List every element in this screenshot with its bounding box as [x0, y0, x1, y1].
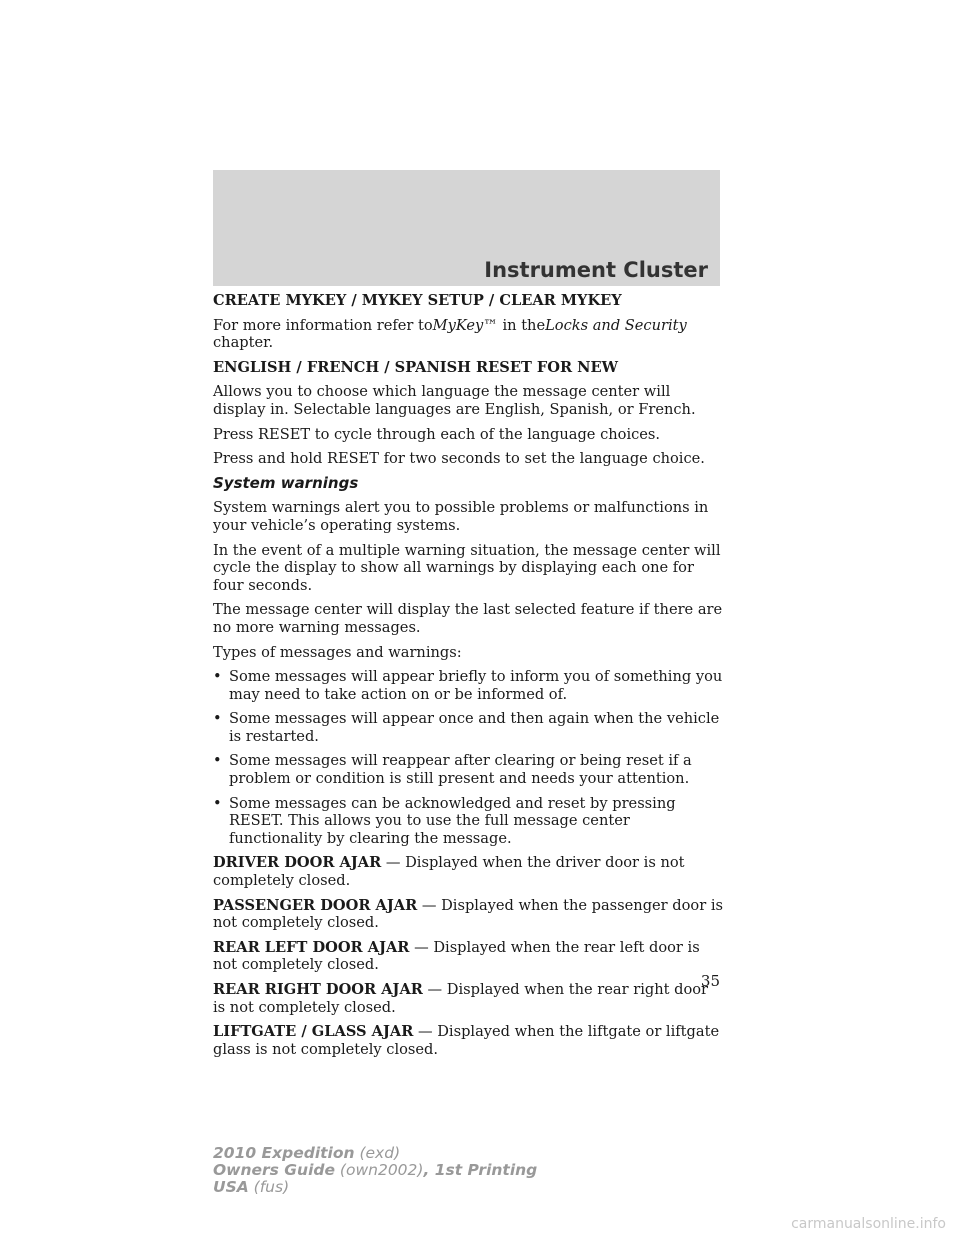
warnings-paragraph-3: The message center will display the last selected feature if there are no more warning messages.: [213, 601, 723, 636]
footer-line-3: [213, 1179, 537, 1196]
bullet-mark: •: [213, 794, 222, 812]
footer-market-code: (fus): [248, 1178, 290, 1196]
definition-driver-door: [213, 854, 723, 889]
language-paragraph-2: Press RESET to cycle through each of the language choices.: [213, 425, 661, 443]
mykey-paragraph: [213, 317, 723, 352]
definition-rear-left-door: [213, 939, 723, 974]
language-heading: ENGLISH / FRENCH / SPANISH RESET FOR NEW: [213, 358, 619, 376]
bullet-item: [213, 710, 723, 745]
page-number: 35: [700, 972, 720, 990]
warnings-paragraph-4: Types of messages and warnings:: [213, 643, 462, 661]
language-paragraph-1: Allows you to choose which language the message center will display in. Selectable languages are English, Spanish, or French.: [213, 383, 696, 418]
mykey-text-pre: For more information refer to: [213, 316, 433, 334]
definition-desc: — Displayed when the rear left door is not completely closed.: [213, 938, 700, 974]
footer-printing: , 1st Printing: [423, 1161, 538, 1179]
definition-desc: — Displayed when the liftgate or liftgate glass is not completely closed.: [213, 1023, 720, 1058]
definition-term: REAR RIGHT DOOR AJAR: [213, 981, 423, 998]
bullet-item: [213, 668, 723, 703]
bullet-mark: •: [213, 668, 222, 686]
language-paragraph-3: Press and hold RESET for two seconds to set the language choice.: [213, 450, 705, 468]
bullet-text: Some messages will appear briefly to inform you of something you may need to take action on or be informed of.: [229, 668, 723, 703]
system-warnings-heading: System warnings: [213, 473, 359, 492]
warnings-paragraph-2: In the event of a multiple warning situation, the message center will cycle the display to show all warnings by displaying each one for four seconds.: [213, 541, 721, 594]
page-content: [213, 292, 723, 1065]
mykey-text-post: chapter.: [213, 334, 274, 352]
section-title: Instrument Cluster: [484, 258, 708, 282]
mykey-heading: CREATE MYKEY / MYKEY SETUP / CLEAR MYKEY: [213, 292, 622, 309]
locks-security-reference: Locks and Security: [545, 316, 687, 334]
definition-liftgate: [213, 1023, 723, 1058]
definition-term: LIFTGATE / GLASS AJAR: [213, 1023, 414, 1041]
footer-model-code: (exd): [354, 1144, 401, 1162]
definition-term: PASSENGER DOOR AJAR: [213, 896, 418, 914]
definition-term: REAR LEFT DOOR AJAR: [213, 938, 410, 956]
bullet-text: Some messages will appear once and then again when the vehicle is restarted.: [229, 710, 720, 745]
bullet-mark: •: [213, 752, 222, 770]
footer-guide: Owners Guide: [213, 1161, 335, 1179]
footer-line-1: [213, 1145, 537, 1162]
definition-desc: — Displayed when the driver door is not completely closed.: [213, 854, 685, 890]
footer-line-2: [213, 1162, 537, 1179]
bullet-item: [213, 752, 723, 787]
document-footer: [213, 1145, 537, 1196]
mykey-reference: MyKey™: [432, 316, 498, 334]
footer-market: USA: [213, 1178, 249, 1196]
definition-passenger-door: [213, 897, 723, 932]
definition-desc: — Displayed when the passenger door is not completely closed.: [213, 896, 723, 932]
footer-model: 2010 Expedition: [213, 1144, 355, 1162]
bullet-mark: •: [213, 710, 222, 728]
section-header-band: [213, 170, 720, 286]
bullet-text: Some messages will reappear after clearing or being reset if a problem or condition is still present and needs your attention.: [229, 752, 692, 788]
bullet-item: [213, 795, 723, 848]
definition-term: DRIVER DOOR AJAR: [213, 854, 382, 872]
mykey-text-mid: in the: [497, 316, 546, 334]
warnings-paragraph-1: System warnings alert you to possible problems or malfunctions in your vehicle’s operating systems.: [213, 499, 709, 534]
definition-rear-right-door: [213, 981, 723, 1016]
footer-guide-code: (own2002): [335, 1161, 424, 1179]
bullet-text: Some messages can be acknowledged and reset by pressing RESET. This allows you to use the full message center functionality by clearing the message.: [229, 794, 676, 847]
definition-desc: — Displayed when the rear right door is not completely closed.: [213, 981, 709, 1016]
watermark: carmanualsonline.info: [791, 1216, 946, 1232]
